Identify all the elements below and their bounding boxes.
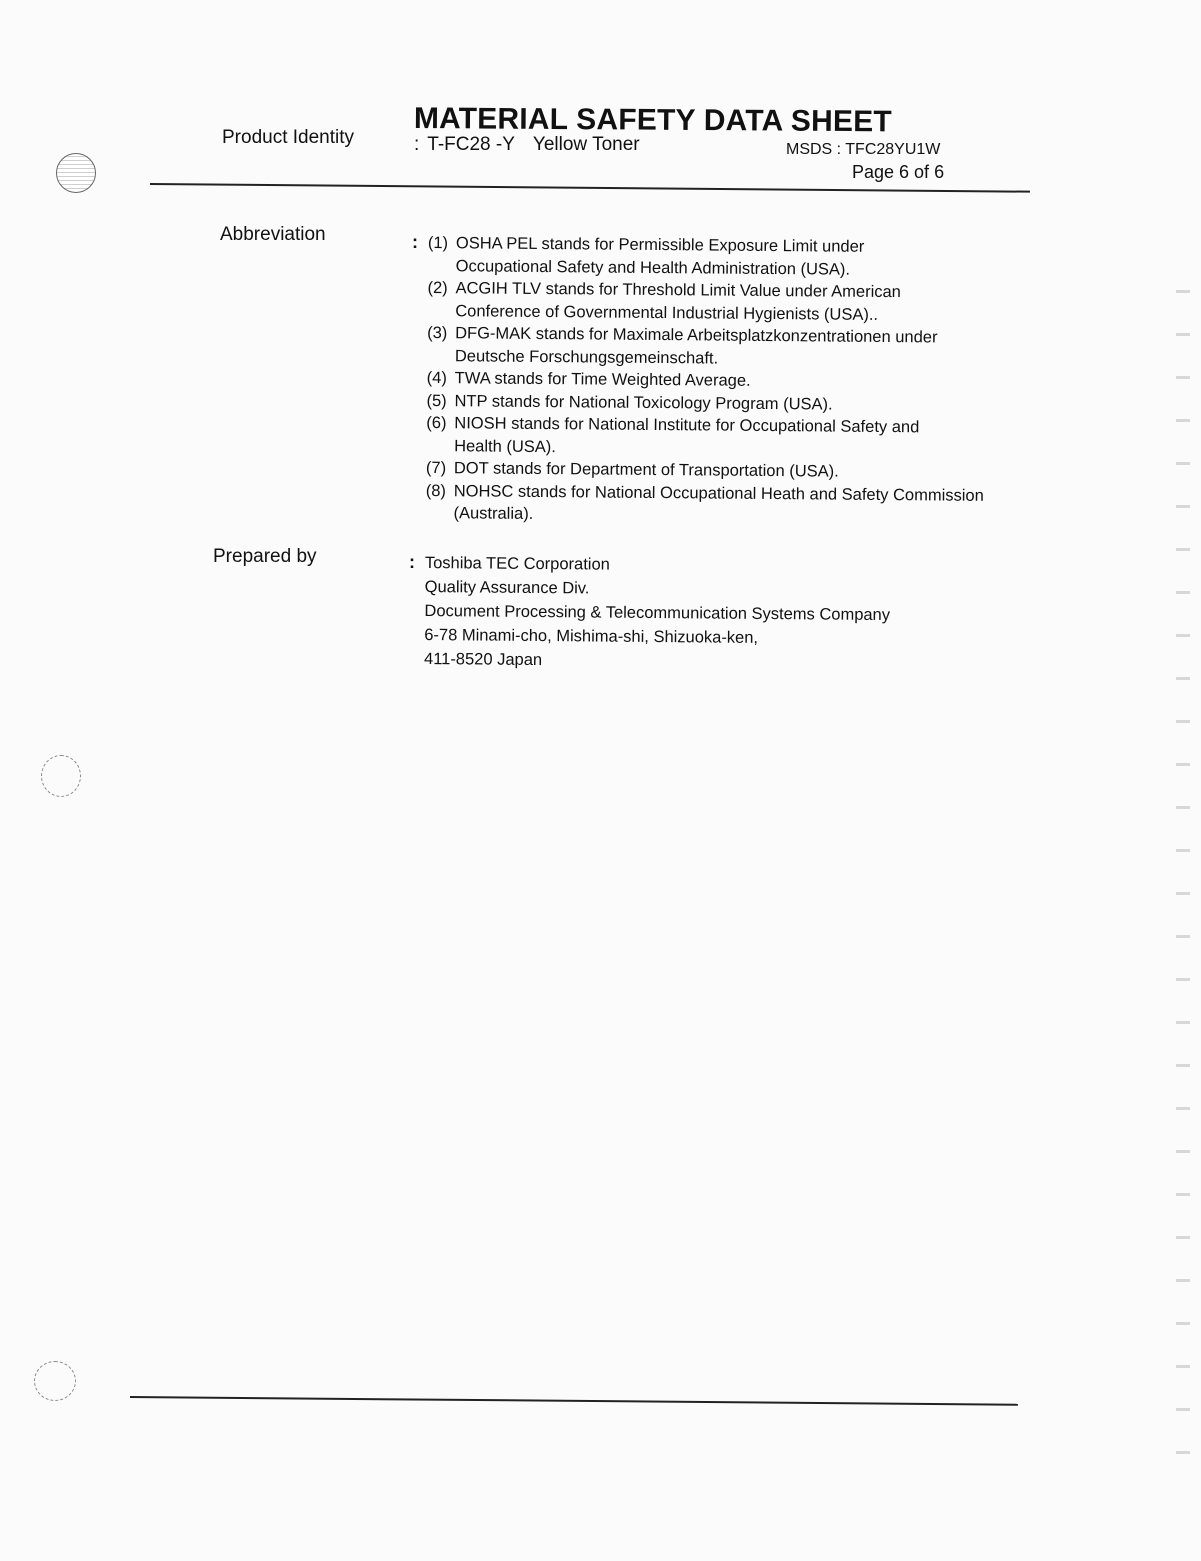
item-text: Conference of Governmental Industrial Hygienists (USA).. — [455, 301, 879, 324]
company-name: Toshiba TEC Corporation — [424, 553, 610, 574]
item-number: (3) — [427, 323, 448, 343]
item-text: OSHA PEL stands for Permissible Exposure Limit under — [455, 234, 865, 256]
prepared-by-label: Prepared by — [213, 546, 317, 567]
list-item — [428, 232, 1028, 282]
abbreviation-colon: : — [412, 232, 418, 252]
product-identity-label: Product Identity — [222, 127, 355, 148]
item-text: NIOSH stands for National Institute for Occupational Safety and — [454, 414, 920, 437]
street-address: 6-78 Minami-cho, Mishima-shi, Shizuoka-ken, — [424, 625, 759, 647]
msds-number: MSDS : TFC28YU1W — [786, 141, 941, 158]
prepared-by-colon: : — [409, 552, 415, 572]
item-text: ACGIH TLV stands for Threshold Limit Value under American — [455, 279, 901, 302]
item-number: (6) — [426, 413, 447, 433]
product-name: Yellow Toner — [532, 134, 640, 155]
abbreviation-label: Abbreviation — [220, 224, 326, 245]
item-number: (8) — [425, 481, 446, 500]
list-item — [425, 479, 1025, 529]
list-item — [427, 322, 1027, 372]
item-text: NOHSC stands for National Occupational Heath and Safety Commission — [453, 481, 984, 505]
division: Quality Assurance Div. — [424, 577, 590, 598]
item-number: (4) — [426, 368, 447, 388]
item-number: (7) — [425, 458, 447, 478]
item-text: (Australia). — [453, 504, 534, 523]
item-number: (2) — [427, 278, 448, 298]
item-text: DOT stands for Department of Transportation (USA). — [453, 459, 839, 481]
abbreviation-list — [425, 232, 1028, 530]
binder-hole-icon — [41, 755, 81, 797]
scan-edge-marks — [1176, 250, 1190, 1480]
footer-divider — [130, 1396, 1018, 1406]
item-text: Deutsche Forschungsgemeinschaft. — [454, 346, 719, 368]
document-title: MATERIAL SAFETY DATA SHEET — [413, 102, 892, 139]
product-code: T-FC28 -Y — [427, 134, 515, 155]
list-item — [427, 277, 1027, 327]
postal-address: 411-8520 Japan — [423, 649, 543, 670]
binder-hole-icon — [34, 1361, 76, 1401]
company-unit: Document Processing & Telecommunication Systems Company — [424, 601, 891, 625]
product-colon: : — [414, 134, 420, 155]
item-text: Occupational Safety and Health Administration (USA). — [455, 256, 851, 279]
page-number: Page 6 of 6 — [852, 162, 945, 182]
item-text: Health (USA). — [454, 436, 556, 456]
item-text: NTP stands for National Toxicology Program (USA). — [454, 391, 833, 414]
item-number: (5) — [426, 391, 447, 410]
header-divider — [150, 183, 1030, 193]
item-text: TWA stands for Time Weighted Average. — [454, 369, 751, 390]
item-number: (1) — [427, 233, 449, 253]
product-identity-value — [414, 134, 640, 156]
item-text: DFG-MAK stands for Maximale Arbeitsplatzkonzentrationen under — [455, 324, 938, 347]
prepared-by-address — [424, 551, 891, 675]
binder-hole-icon — [56, 153, 96, 193]
list-item — [426, 412, 1026, 462]
